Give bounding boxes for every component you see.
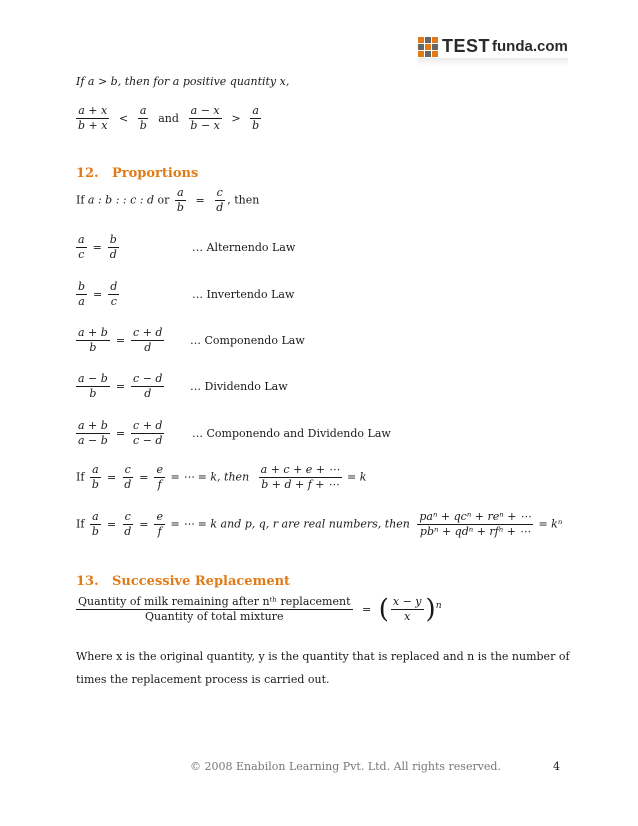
law-comp-div-eq: $\frac{a + b}{a - b}$ = $\frac{c + d}{c - d}$: [78, 419, 163, 447]
ratio-sum-rule: If $\frac{a}{b}$ = $\frac{c}{d}$ = $\frac{e}{f}$ = ⋯ = k, then $\frac{a + c + e + \cdots}{b + d + f + \cdots}$ = k: [76, 463, 367, 491]
logo-test-text: TEST: [442, 36, 491, 56]
intro-frac-4: $\frac{a}{b}$: [252, 104, 260, 132]
replacement-desc-2: times the replacement process is carried out.: [76, 673, 330, 686]
less-than: <: [118, 111, 129, 125]
law-dividendo-eq: $\frac{a - b}{b}$ = $\frac{c - d}{d}$: [78, 372, 163, 400]
testfunda-logo: [418, 36, 568, 57]
intro-frac-2: $\frac{a}{b}$: [139, 104, 147, 132]
logo-grid-icon: [418, 37, 438, 57]
law-invertendo-label: … Invertendo Law: [192, 288, 295, 301]
and-word: and: [158, 111, 179, 125]
section-13-title: Successive Replacement: [112, 574, 291, 589]
section-13-number: 13.: [76, 574, 99, 589]
law-alternendo-label: … Alternendo Law: [192, 241, 296, 254]
intro-frac-3: $\frac{a - x}{b - x}$: [190, 104, 220, 132]
section-12-number: 12.: [76, 166, 99, 181]
footer-copyright: © 2008 Enabilon Learning Pvt. Ltd. All rights reserved.: [190, 760, 501, 773]
intro-inequalities: [74, 104, 263, 133]
section-12-title: Proportions: [112, 166, 199, 181]
law-alternendo-eq: $\frac{a}{c}$ = $\frac{b}{d}$: [78, 233, 117, 261]
logo-reflection: [418, 58, 568, 66]
proportion-definition: If a : b : : c : d or $\frac{a}{b}$ = $\frac{c}{d}$ , then: [76, 186, 260, 214]
replacement-formula: $\frac{\text{Quantity of milk remaining after nᵗʰ replacement}}{\text{Quantity of total mixture}}$ = ( $\frac{x - y}{x}$ )$^n$: [78, 594, 442, 625]
law-invertendo-eq: $\frac{b}{a}$ = $\frac{d}{c}$: [78, 280, 118, 308]
greater-than: >: [231, 111, 241, 125]
intro-frac-1: $\frac{a + x}{b + x}$: [78, 104, 108, 132]
intro-line: If a > b, then for a positive quantity x,: [76, 75, 290, 88]
page-number: 4: [553, 760, 560, 773]
law-dividendo-label: … Dividendo Law: [190, 380, 288, 393]
logo-funda-text: funda.com: [492, 38, 568, 55]
law-comp-div-label: … Componendo and Dividendo Law: [192, 427, 391, 440]
ratio-power-rule: If $\frac{a}{b}$ = $\frac{c}{d}$ = $\frac{e}{f}$ = ⋯ = k and p, q, r are real numbers, then $\frac{\text{paⁿ + qcⁿ + reⁿ + ⋯}}{\text{pbⁿ + qdⁿ + rfⁿ + ⋯}}$ = kⁿ: [76, 510, 563, 538]
replacement-desc-1: Where x is the original quantity, y is the quantity that is replaced and n is the number of: [76, 650, 570, 663]
law-componendo-eq: $\frac{a + b}{b}$ = $\frac{c + d}{d}$: [78, 326, 163, 354]
law-componendo-label: … Componendo Law: [190, 334, 305, 347]
